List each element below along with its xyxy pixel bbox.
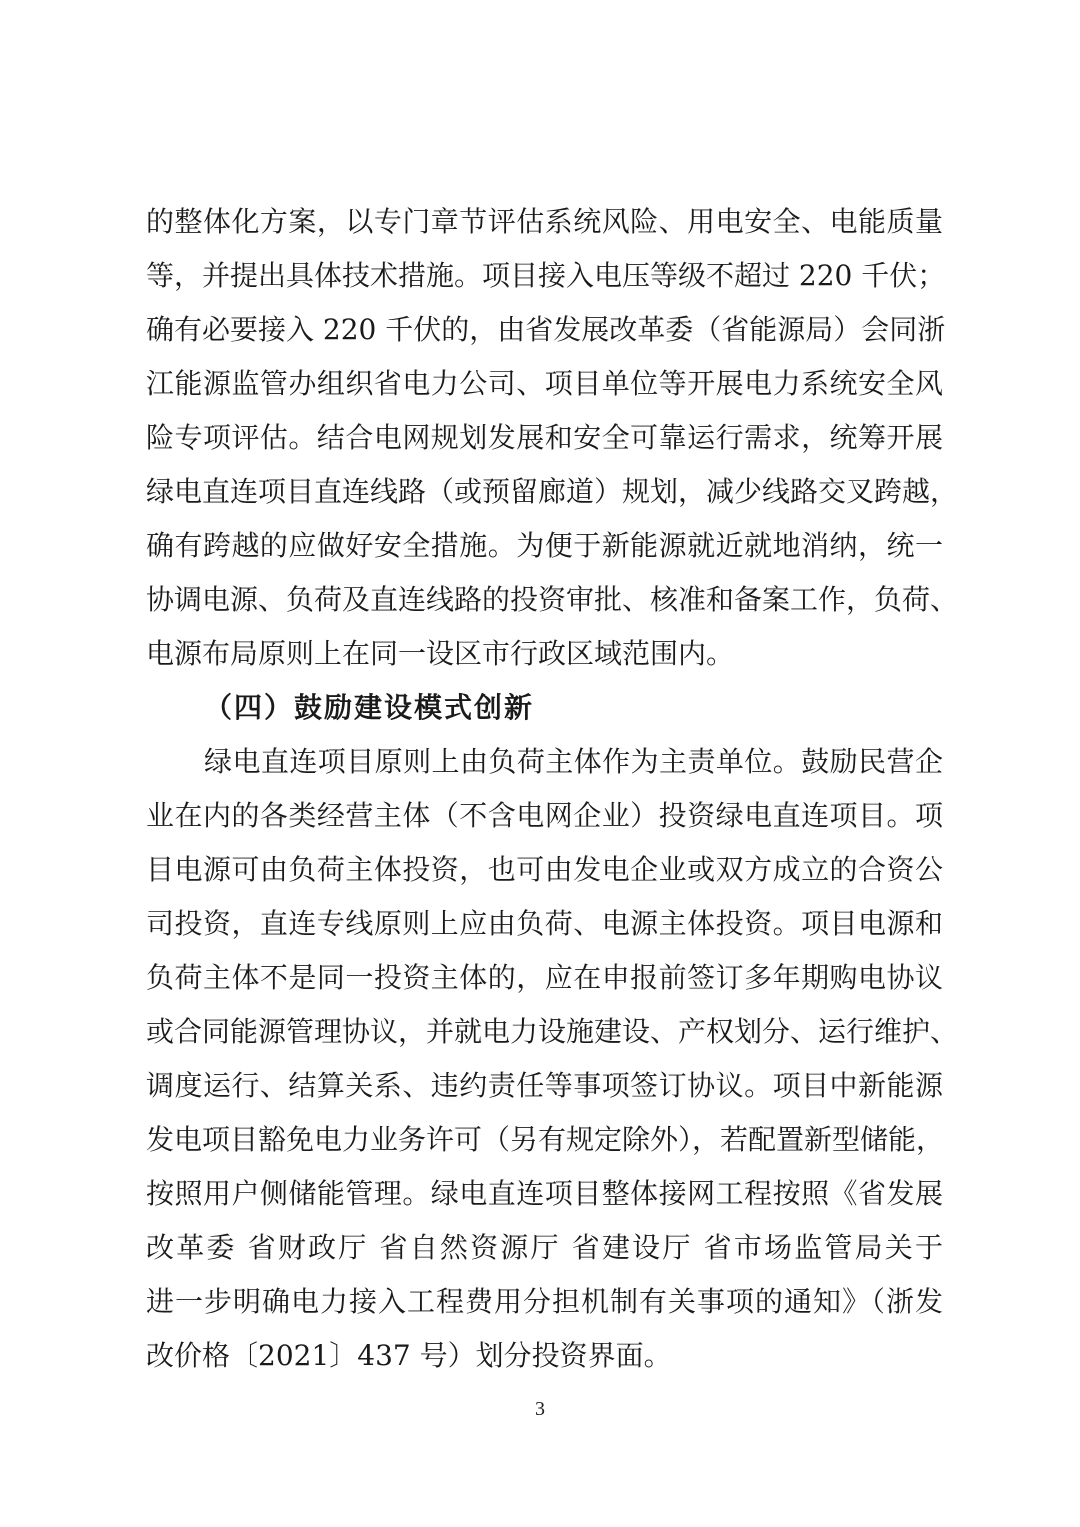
text-line bbox=[0, 1006, 1080, 1058]
text-line-content: 司投资，直连专线原则上应由负荷、电源主体投资。项目电源和 bbox=[146, 907, 943, 940]
text-line bbox=[0, 898, 1080, 950]
text-line bbox=[0, 574, 1080, 626]
text-line-content: 绿电直连项目原则上由负荷主体作为主责单位。鼓励民营企 bbox=[204, 745, 943, 778]
text-line bbox=[0, 628, 1080, 680]
section-heading-text: （四）鼓励建设模式创新 bbox=[204, 691, 535, 724]
text-line bbox=[0, 844, 1080, 896]
text-line-content: 业在内的各类经营主体（不含电网企业）投资绿电直连项目。项 bbox=[146, 799, 943, 832]
text-line bbox=[0, 1222, 1080, 1274]
text-line bbox=[0, 952, 1080, 1004]
text-line-content: 改价格〔2021〕437 号）划分投资界面。 bbox=[146, 1339, 672, 1372]
text-line bbox=[0, 196, 1080, 248]
text-line-content: 确有必要接入 220 千伏的，由省发展改革委（省能源局）会同浙 bbox=[146, 313, 946, 346]
text-line bbox=[0, 790, 1080, 842]
text-line bbox=[0, 736, 1080, 788]
page-number: 3 bbox=[535, 1398, 545, 1420]
text-line bbox=[0, 412, 1080, 464]
text-line-content: 改革委 省财政厅 省自然资源厅 省建设厅 省市场监管局关于 bbox=[146, 1231, 943, 1264]
text-line bbox=[0, 1114, 1080, 1166]
text-line-content: 负荷主体不是同一投资主体的，应在申报前签订多年期购电协议 bbox=[146, 961, 943, 994]
text-line bbox=[0, 1330, 1080, 1382]
text-line-content: 江能源监管办组织省电力公司、项目单位等开展电力系统安全风 bbox=[146, 367, 943, 400]
text-line-content: 电源布局原则上在同一设区市行政区域范围内。 bbox=[146, 637, 735, 670]
section-heading bbox=[0, 682, 1080, 734]
text-line-content: 险专项评估。结合电网规划发展和安全可靠运行需求，统筹开展 bbox=[146, 421, 943, 454]
text-line-content: 等，并提出具体技术措施。项目接入电压等级不超过 220 千伏； bbox=[146, 259, 946, 292]
text-line-content: 或合同能源管理协议，并就电力设施建设、产权划分、运行维护、 bbox=[146, 1015, 959, 1048]
text-line-content: 调度运行、结算关系、违约责任等事项签订协议。项目中新能源 bbox=[146, 1069, 943, 1102]
text-line bbox=[0, 466, 1080, 518]
text-line-content: 协调电源、负荷及直连线路的投资审批、核准和备案工作，负荷、 bbox=[146, 583, 959, 616]
text-line bbox=[0, 1276, 1080, 1328]
text-line-content: 发电项目豁免电力业务许可（另有规定除外），若配置新型储能， bbox=[146, 1123, 945, 1156]
text-line-content: 目电源可由负荷主体投资，也可由发电企业或双方成立的合资公 bbox=[146, 853, 943, 886]
text-line bbox=[0, 1168, 1080, 1220]
text-line-content: 按照用户侧储能管理。绿电直连项目整体接网工程按照《省发展 bbox=[146, 1177, 943, 1210]
text-line-content: 确有跨越的应做好安全措施。为便于新能源就近就地消纳，统一 bbox=[146, 529, 943, 562]
text-line bbox=[0, 358, 1080, 410]
text-line bbox=[0, 304, 1080, 356]
text-line-content: 的整体化方案，以专门章节评估系统风险、用电安全、电能质量 bbox=[146, 205, 943, 238]
text-line bbox=[0, 520, 1080, 572]
text-line-content: 绿电直连项目直连线路（或预留廊道）规划，减少线路交叉跨越， bbox=[146, 475, 959, 508]
text-line-content: 进一步明确电力接入工程费用分担机制有关事项的通知》（浙发 bbox=[146, 1285, 943, 1318]
text-line bbox=[0, 1060, 1080, 1112]
text-line bbox=[0, 250, 1080, 302]
